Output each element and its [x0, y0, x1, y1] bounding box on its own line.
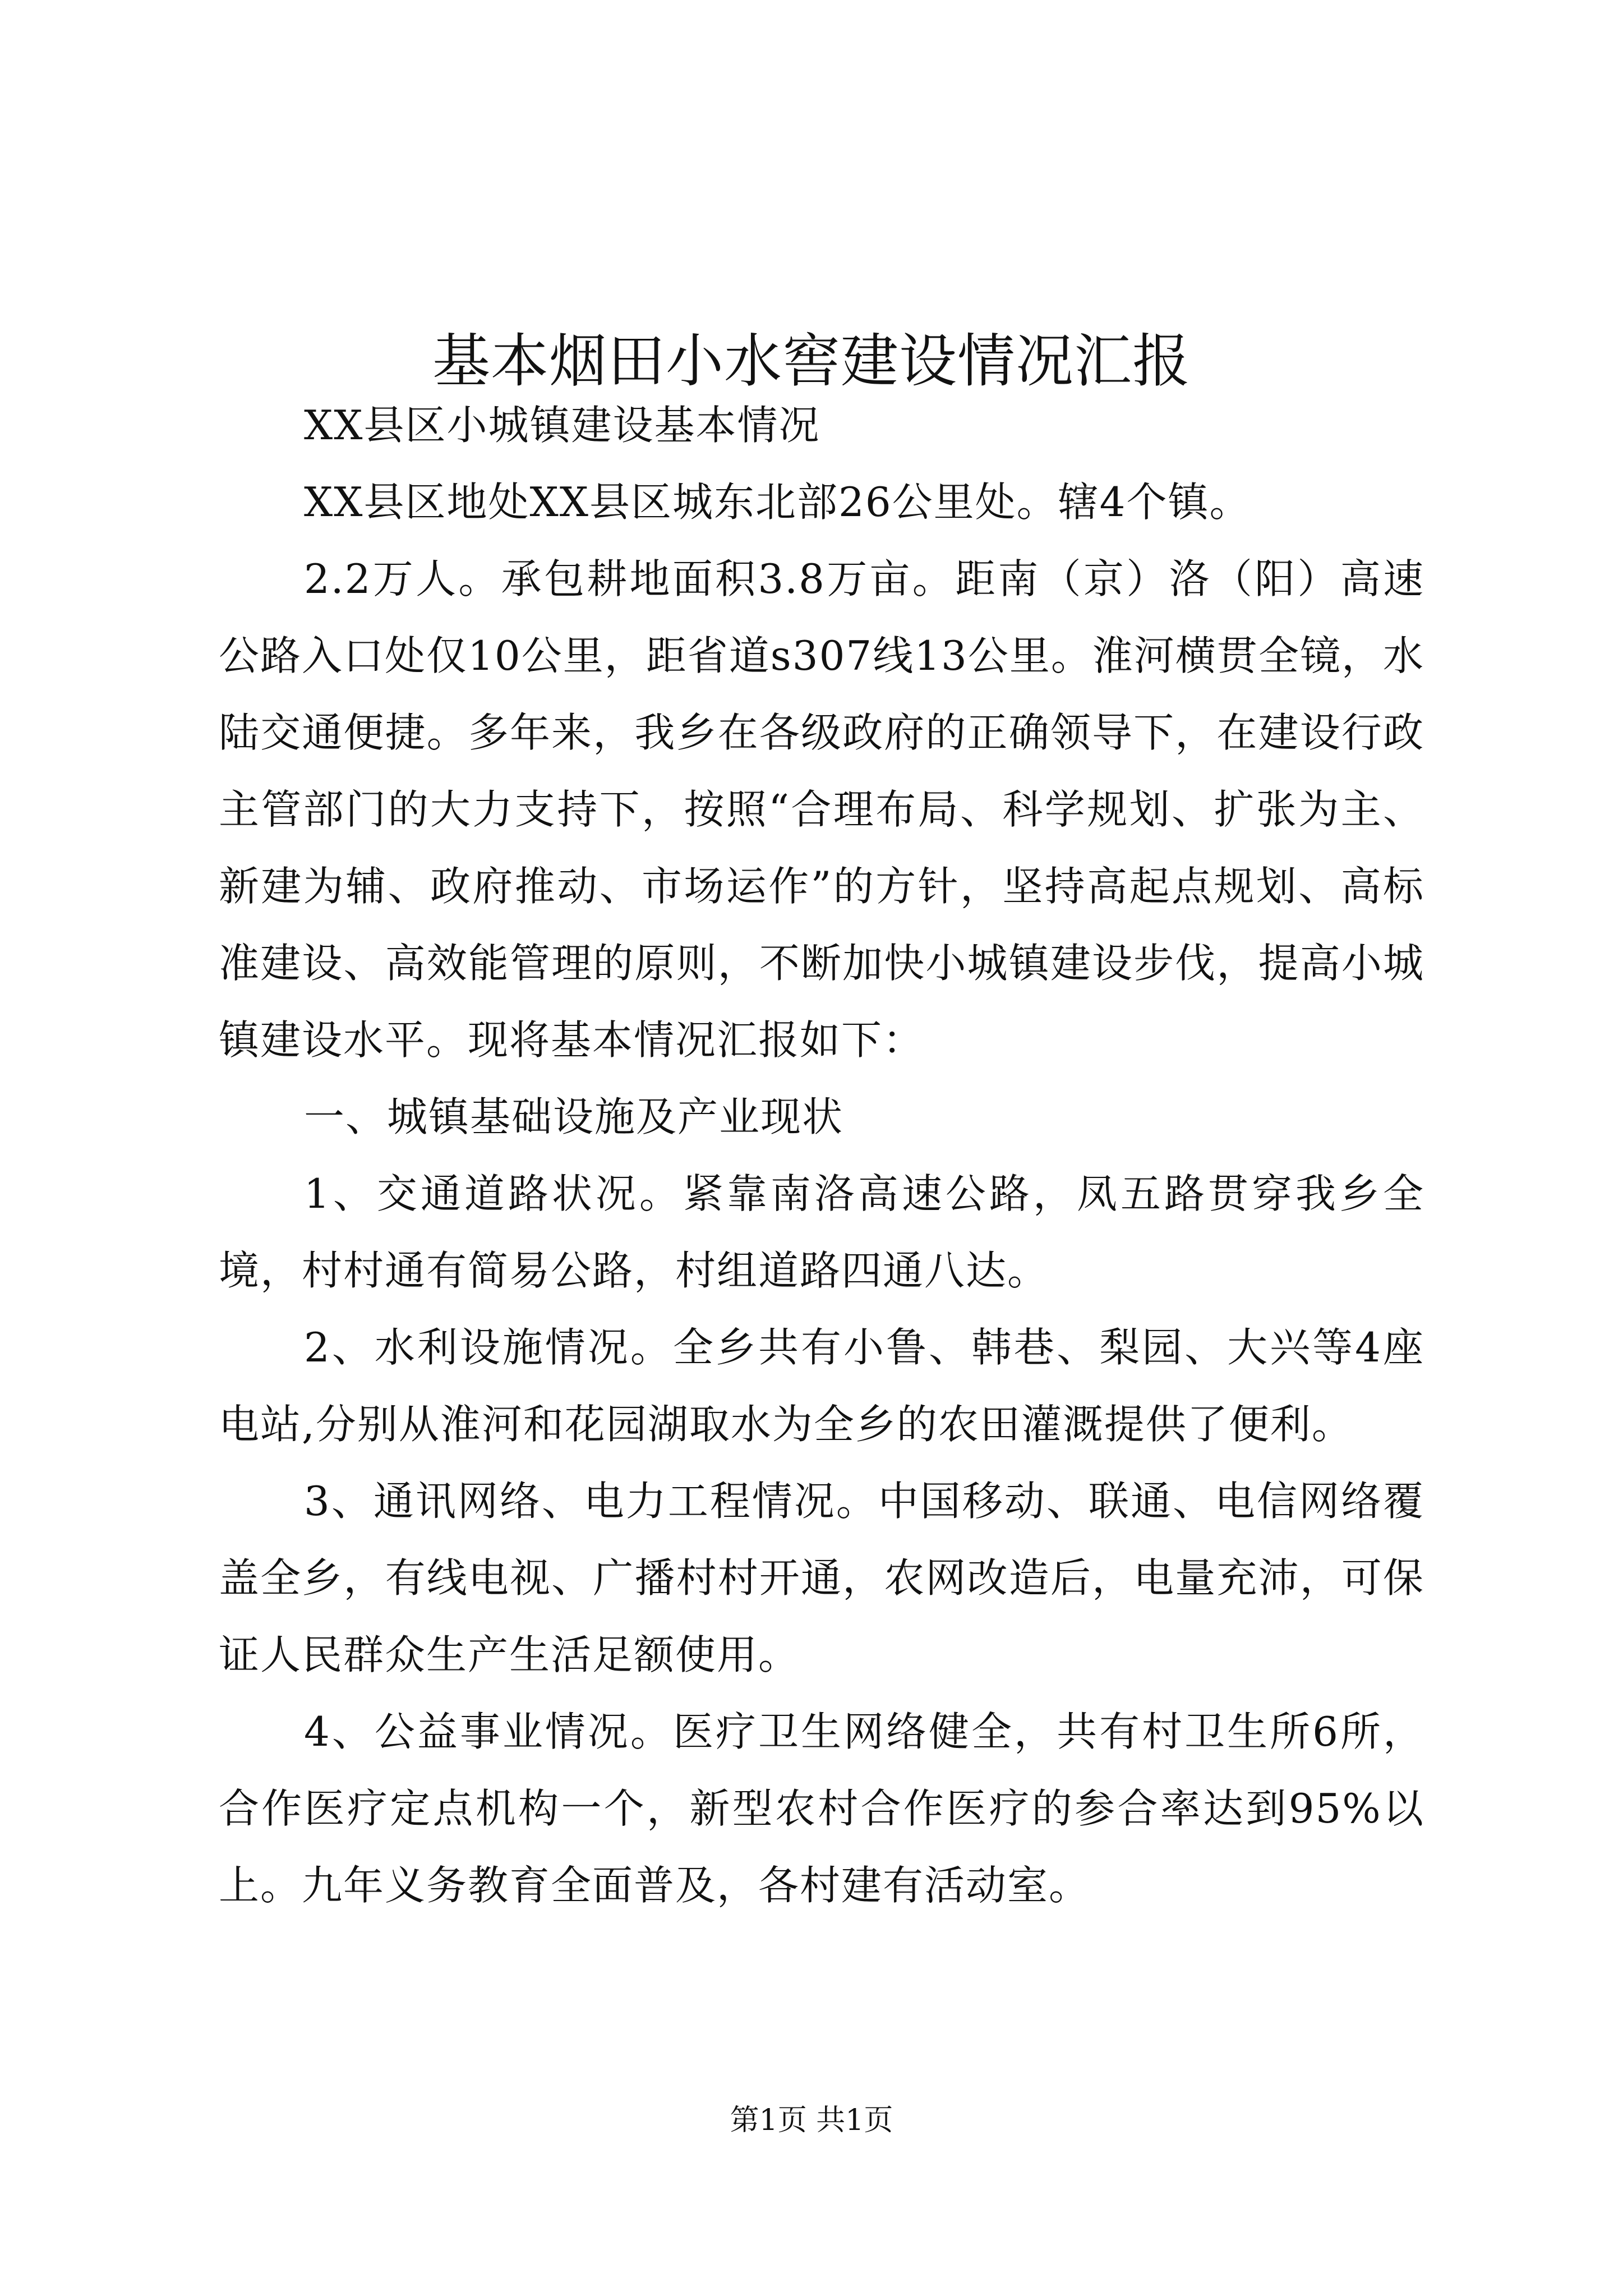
paragraph-communications-power: 3、通讯网络、电力工程情况。中国移动、联通、电信网络覆盖全乡，有线电视、广播村村开通，农网改造后，电量充沛，可保证人民群众生产生活足额使用。	[219, 1478, 1424, 1678]
paragraph-public-welfare: 4、公益事业情况。医疗卫生网络健全，共有村卫生所6所，合作医疗定点机构一个，新型农村合作医疗的参合率达到95%以上。九年义务教育全面普及，各村建有活动室。	[219, 1708, 1424, 1909]
document-title: 基本烟田小水窖建设情况汇报	[432, 328, 1191, 395]
section-heading-infrastructure: 一、城镇基础设施及产业现状	[304, 1093, 844, 1140]
paragraph-subtitle: XX县区小城镇建设基本情况	[304, 402, 820, 449]
paragraph-location: XX县区地处XX县区城东北部26公里处。辖4个镇。	[304, 478, 1251, 526]
page-footer: 第1页 共1页	[730, 2104, 893, 2137]
paragraph-transport: 1、交通道路状况。紧靠南洛高速公路，凤五路贯穿我乡全境，村村通有简易公路，村组道路四通八达。	[219, 1170, 1424, 1294]
paragraph-overview: 2.2万人。承包耕地面积3.8万亩。距南（京）洛（阳）高速公路入口处仅10公里，距省道s307线13公里。淮河横贯全镜，水陆交通便捷。多年来，我乡在各级政府的正确领导下，在建设行政主管部门的大力支持下，按照“合理布局、科学规划、扩张为主、新建为辅、政府推动、市场运作”的方针，坚持高起点规划、高标准建设、高效能管理的原则，不断加快小城镇建设步伐，提高小城镇建设水平。现将基本情况汇报如下：	[219, 555, 1424, 1064]
document-body	[219, 387, 1424, 1924]
paragraph-water-conservancy: 2、水利设施情况。全乡共有小鲁、韩巷、梨园、大兴等4座电站,分别从淮河和花园湖取水为全乡的农田灌溉提供了便利。	[219, 1324, 1424, 1448]
